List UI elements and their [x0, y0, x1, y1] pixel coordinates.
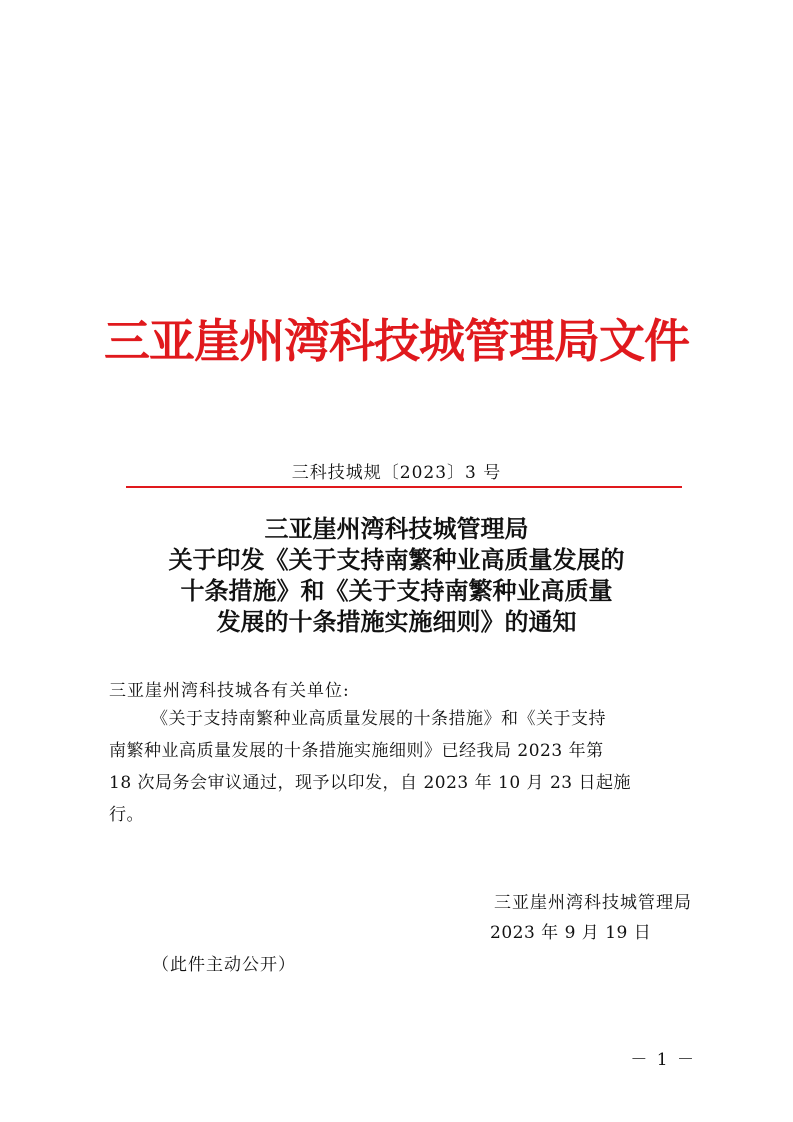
signature-date: 2023 年 9 月 19 日: [490, 923, 652, 943]
issuer-signature: 三亚崖州湾科技城管理局: [494, 893, 692, 913]
notice-title: [0, 513, 793, 637]
body-line: 18 次局务会审议通过，现予以印发，自 2023 年 10 月 23 日起施: [109, 773, 631, 793]
document-number: 三科技城规〔2023〕3 号: [291, 463, 502, 483]
document-header-title: 三亚崖州湾科技城管理局文件: [104, 314, 689, 368]
notice-title-line: 十条措施》和《关于支持南繁种业高质量: [180, 576, 613, 605]
notice-title-line: 发展的十条措施实施细则》的通知: [216, 607, 577, 636]
page-number: － 1 －: [630, 1050, 696, 1070]
recipient-line: 三亚崖州湾科技城各有关单位:: [109, 681, 350, 701]
disclosure-note: （此件主动公开）: [152, 955, 296, 975]
body-line: 行。: [109, 805, 144, 825]
red-separator-line: [126, 486, 682, 488]
notice-title-line: 三亚崖州湾科技城管理局: [264, 514, 529, 543]
notice-title-line: 关于印发《关于支持南繁种业高质量发展的: [168, 545, 625, 574]
body-paragraph: [109, 703, 695, 831]
body-line: 南繁种业高质量发展的十条措施实施细则》已经我局 2023 年第: [109, 741, 604, 761]
body-line: 《关于支持南繁种业高质量发展的十条措施》和《关于支持: [151, 709, 606, 729]
